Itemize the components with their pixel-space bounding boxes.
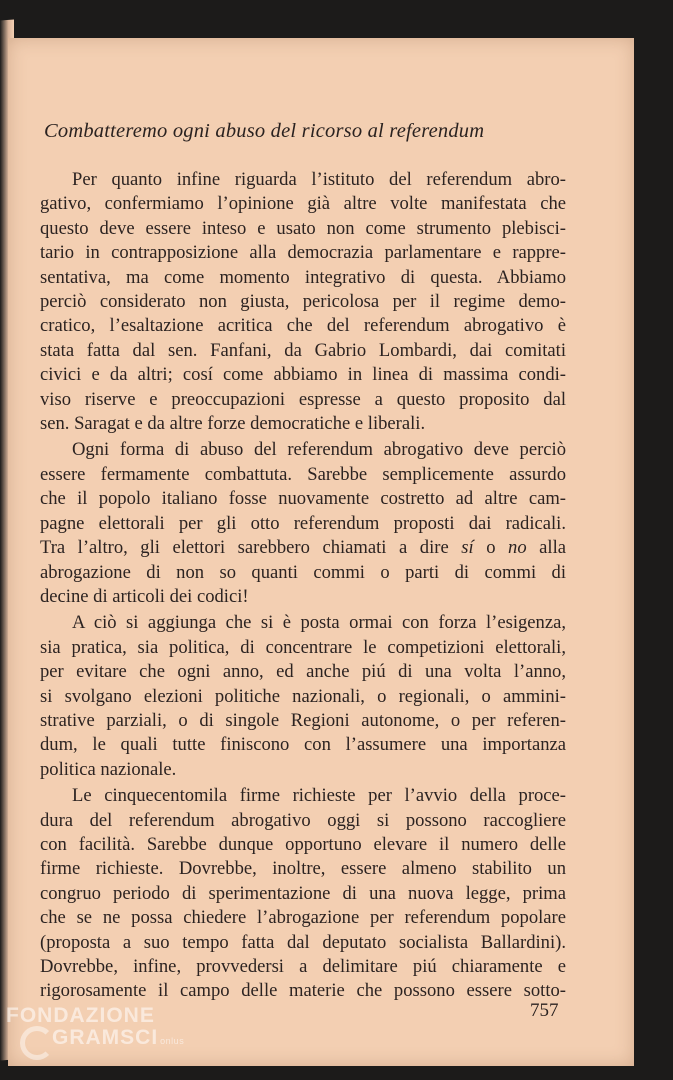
text-line: perciò considerato non giusta, pericolosa per il regime demo- — [40, 291, 566, 313]
paragraph-3 — [40, 611, 566, 782]
paragraph-4 — [40, 784, 566, 1004]
page-number: 757 — [530, 1000, 559, 1021]
watermark — [6, 1004, 184, 1050]
text-line: questo deve essere inteso e usato non come strumento plebisci- — [40, 217, 566, 239]
text-line: stata fatta dal sen. Fanfani, da Gabrio Lombardi, dai comitati — [40, 339, 566, 361]
text-line: civici e da altri; cosí come abbiamo in linea di massima condi- — [40, 364, 566, 386]
text-line: che il popolo italiano fosse nuovamente costretto ad altre cam- — [40, 488, 566, 510]
text-line: pagne elettorali per gli otto referendum proposti dai radicali. — [40, 512, 566, 534]
text-line: politica nazionale. — [40, 758, 177, 780]
text-line: che se ne possa chiedere l’abrogazione per referendum popolare — [40, 907, 566, 929]
watermark-suffix: onlus — [160, 1036, 185, 1046]
text-line: A ciò si aggiunga che si è posta ormai con forza l’esigenza, — [72, 612, 566, 634]
text-line: strative parziali, o di singole Regioni autonome, o per referen- — [40, 709, 566, 731]
text-line: Dovrebbe, infine, provvedersi a delimitare piú chiaramente e — [40, 956, 566, 977]
text-line: viso riserve e preoccupazioni espresse a questo proposito dal — [40, 388, 566, 410]
text-line: sen. Saragat e da altre forze democratiche e liberali. — [40, 413, 426, 435]
text-line: Ogni forma di abuso del referendum abrogativo deve perciò — [72, 439, 566, 461]
text-line: (proposta a suo tempo fatta dal deputato socialista Ballardini). — [40, 931, 566, 953]
watermark-line-2 — [52, 1026, 184, 1050]
text-line: sentativa, ma come momento integrativo di questa. Abbiamo — [40, 266, 566, 288]
text-line: sia pratica, sia politica, di concentrare le competizioni elettorali, — [40, 636, 566, 658]
text-line: cratico, l’esaltazione acritica che del referendum abrogativo è — [40, 315, 566, 337]
paragraph-2 — [40, 438, 566, 609]
watermark-name: GRAMSCI — [52, 1026, 159, 1049]
text-line: dum, le quali tutte finiscono con l’assumere una importanza — [40, 734, 566, 756]
text-line: dura del referendum abrogativo oggi si possono raccogliere — [40, 809, 566, 831]
body-text — [40, 168, 566, 1004]
text-line: Tra l’altro, gli elettori sarebbero chiamati a dire sí o no alla — [40, 537, 566, 559]
section-heading: Combatteremo ogni abuso del ricorso al referendum — [44, 120, 485, 142]
text-line: abrogazione di non so quanti commi o parti di commi di — [40, 561, 566, 583]
watermark-line-1: FONDAZIONE — [6, 1004, 155, 1027]
text-line: essere fermamente combattuta. Sarebbe semplicemente assurdo — [40, 463, 566, 485]
text-line: rigorosamente il campo delle materie che possono essere sotto- — [40, 980, 566, 1002]
text-line: con facilità. Sarebbe dunque opportuno elevare il numero delle — [40, 833, 566, 855]
text-line: Le cinquecentomila firme richieste per l’avvio della proce- — [72, 785, 566, 807]
text-line: decine di articoli dei codici! — [40, 585, 249, 607]
text-line: congruo periodo di sperimentazione di una nuova legge, prima — [40, 882, 566, 904]
text-line: gativo, confermiamo l’opinione già altre volte manifestata che — [40, 193, 566, 215]
paragraph-1 — [40, 168, 566, 436]
text-line: Per quanto infine riguarda l’istituto del referendum abro- — [72, 169, 566, 190]
text-line: per evitare che ogni anno, ed anche piú di una volta l’anno, — [40, 661, 566, 683]
text-line: firme richieste. Dovrebbe, inoltre, essere almeno stabilito un — [40, 858, 566, 880]
text-line: tario in contrapposizione alla democrazia parlamentare e rappre- — [40, 242, 566, 264]
text-line: si svolgano elezioni politiche nazionali, o regionali, o ammini- — [40, 685, 566, 707]
